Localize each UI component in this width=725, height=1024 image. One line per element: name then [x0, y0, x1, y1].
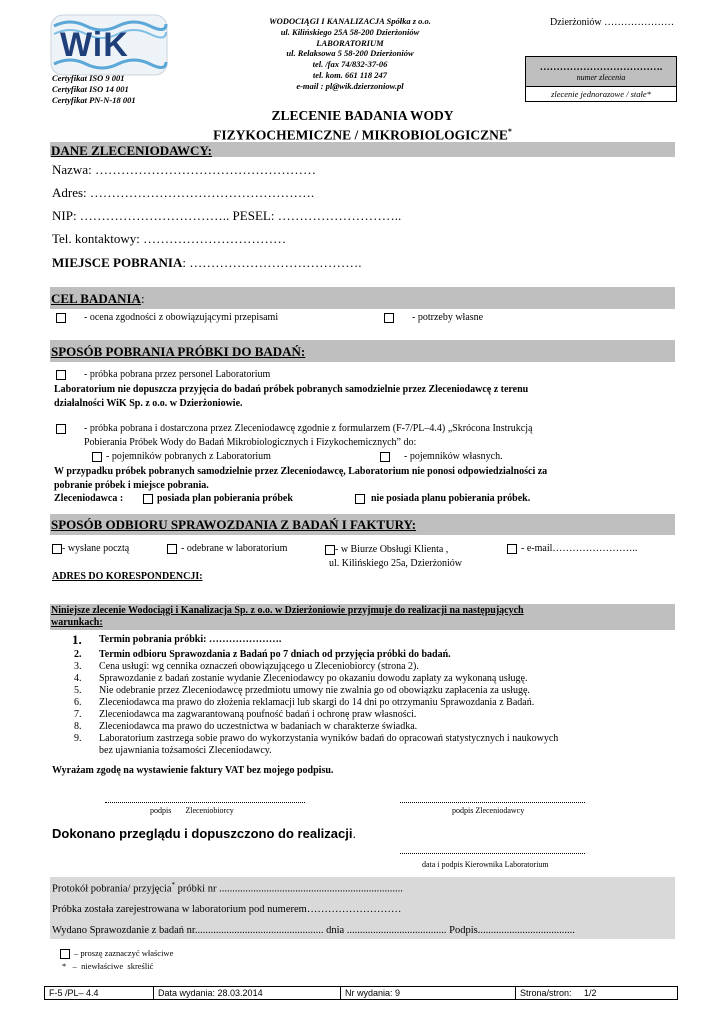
checkbox-delivery-office[interactable]: [325, 545, 335, 555]
checkbox-container-own[interactable]: [380, 452, 390, 462]
conditions-heading-2: warunkach:: [51, 617, 103, 628]
footer-edition: Nr wydania: 9: [341, 987, 516, 1000]
sampling-place-dots: : ………………………………….: [182, 255, 362, 270]
condition-item-2: [74, 649, 451, 660]
delivery-email-label: - e-mail……………………..: [521, 543, 638, 554]
sampling-section-heading: SPOSÓB POBRANIA PRÓBKI DO BADAŃ:: [51, 344, 306, 359]
delivery-section-heading: SPOSÓB ODBIORU SPRAWOZDANIA Z BADAŃ I FAKTURY:: [51, 517, 417, 532]
purpose-option-own-needs[interactable]: [384, 312, 483, 323]
note-checkbox: [60, 948, 173, 959]
certificate-iso9001: Certyfikat ISO 9 001: [52, 73, 125, 83]
orderer-signature-line[interactable]: [400, 802, 585, 803]
order-number-field[interactable]: [526, 57, 676, 87]
purpose-own-needs-label: - potrzeby własne: [412, 312, 484, 323]
condition-item-9: [74, 733, 559, 744]
purpose-section-bar: [50, 287, 675, 309]
sampling-notice-2a: W przypadku próbek pobranych samodzielnie przez Zleceniodawcę, Laboratorium nie ponosi odpowiedzialności za: [54, 466, 548, 477]
reviewed-statement: [52, 826, 356, 841]
sampling-notice-1a: Laboratorium nie dopuszcza przyjęcia do badań próbek pobranych samodzielnie przez Zleceniodawcę z terenu: [54, 384, 529, 395]
condition-number: 5.: [74, 685, 82, 696]
condition-number: 4.: [74, 673, 82, 684]
purpose-compliance-label: - ocena zgodności z obowiązującymi przepisami: [84, 312, 279, 323]
delivery-section-bar: [50, 514, 675, 535]
title-line2: [50, 124, 675, 144]
plan-yes-label: posiada plan pobierania próbek: [157, 493, 293, 504]
document-footer: [44, 986, 678, 1000]
condition-number: 9.: [74, 733, 82, 744]
client-section-bar: [50, 142, 675, 157]
checkbox-plan-no[interactable]: [355, 494, 365, 504]
sampling-notice-2: [54, 465, 679, 493]
city-date: Dzierżoniów …………………: [550, 17, 675, 28]
purpose-option-compliance[interactable]: [56, 312, 278, 323]
protocol-label: Protokół pobrania/ przyjęcia: [52, 883, 172, 895]
sampling-option-client[interactable]: [56, 422, 532, 450]
condition-item-3: [74, 661, 419, 672]
certificates: [52, 73, 136, 106]
lab-use-box: [50, 877, 675, 939]
delivery-option-lab[interactable]: [167, 543, 287, 554]
protocol-asterisk: *: [171, 881, 176, 889]
title-asterisk: *: [507, 127, 512, 136]
conditions-section-bar: [50, 604, 675, 630]
condition-text: Zleceniodawca ma zagwarantowaną poufność badań i ochronę praw własności.: [99, 709, 417, 720]
plan-option-yes[interactable]: [143, 493, 293, 504]
certificate-pn: Certyfikat PN-N-18 001: [52, 95, 136, 105]
sampling-client-label-a: - próbka pobrana i dostarczona przez Zleceniodawcę zgodnie z formularzem (F-7/PL–4.4) „Skrócona Instrukcją: [84, 423, 533, 434]
delivery-option-office[interactable]: [325, 543, 462, 571]
order-number-dots: ……………………………….: [539, 62, 663, 73]
checkbox-sampling-lab[interactable]: [56, 370, 66, 380]
checkbox-delivery-email[interactable]: [507, 544, 517, 554]
condition-text: Zleceniodawca ma prawo do uczestnictwa w badaniach w charakterze świadka.: [99, 721, 418, 732]
lab-name: LABORATORIUM: [316, 37, 384, 48]
checkbox-compliance[interactable]: [56, 313, 66, 323]
client-phone-field[interactable]: Tel. kontaktowy: ……………………………: [52, 231, 287, 246]
sampling-plan-client-label: Zleceniodawca :: [54, 493, 124, 504]
registration-field[interactable]: Próbka została zarejestrowana w laboratorium pod numerem………………………: [52, 904, 402, 915]
container-option-lab[interactable]: [92, 451, 271, 462]
company-info: [220, 16, 480, 92]
conditions-heading-1: Niniejsze zlecenie Wodociągi i Kanalizacja Sp. z o.o. w Dzierżoniowie przyjmuje do realizacji na następujących: [51, 605, 524, 616]
condition-item-4: [74, 673, 528, 684]
condition-number: 6.: [74, 697, 82, 708]
order-type: zlecenie jednorazowe / stałe*: [551, 89, 651, 99]
condition-text: Zleceniodawca ma prawo do złożenia reklamacji lub skargi do 14 dni po otrzymaniu Sprawozdania z Badań.: [99, 697, 535, 708]
order-number-label: numer zlecenia: [576, 73, 626, 82]
lab-email: e-mail : pl@wik.dzierzoniow.pl: [296, 80, 404, 91]
sampling-section-bar: [50, 340, 675, 362]
sampling-lab-label: - próbka pobrana przez personel Laboratorium: [84, 369, 271, 380]
client-address-field[interactable]: Adres: …………………………………………….: [52, 185, 315, 200]
reviewed-dot: .: [352, 826, 357, 841]
condition-item-8: [74, 721, 418, 732]
condition-item-1: [72, 632, 282, 648]
correspondence-address-label: ADRES DO KORESPONDENCJI:: [52, 571, 203, 582]
sampling-plan-row: [54, 493, 123, 504]
client-section-heading: DANE ZLECENIODAWCY:: [51, 143, 212, 158]
purpose-heading-colon: :: [140, 291, 145, 306]
condition-item-9-cont: bez ujawniania tożsamości Zleceniodawcy.: [99, 745, 272, 756]
order-number-box: [525, 56, 677, 102]
delivery-post-label: - wysłane pocztą: [62, 543, 130, 554]
sampling-notice-2b: pobranie próbek i miejsce pobrania.: [54, 480, 209, 491]
title-line2-text: FIZYKOCHEMICZNE / MIKROBIOLOGICZNE: [213, 127, 508, 143]
plan-option-no[interactable]: [355, 493, 530, 504]
delivery-lab-label: - odebrane w laboratorium: [181, 543, 288, 554]
purpose-section-heading: CEL BADANIA: [51, 291, 141, 306]
condition-text: Termin pobrania próbki: ………………….: [99, 634, 282, 645]
conditions-list: [72, 632, 672, 767]
sampling-place-field[interactable]: [52, 255, 362, 271]
manager-signature-label: data i podpis Kierownika Laboratorium: [422, 860, 549, 869]
condition-item-5: [74, 685, 530, 696]
footer-form-code: F-5 /PL– 4.4: [45, 987, 154, 1000]
condition-number: 7.: [74, 709, 82, 720]
sampling-client-label-b: Pobierania Próbek Wody do Badań Mikrobiologicznych i Fizykochemicznych” do:: [84, 437, 417, 448]
delivery-office-address: ul. Kilińskiego 25a, Dzierżoniów: [329, 558, 463, 569]
checkbox-delivery-lab[interactable]: [167, 544, 177, 554]
note-checkbox-text: – proszę zaznaczyć właściwe: [74, 948, 174, 958]
sampling-option-lab[interactable]: [56, 369, 270, 380]
delivery-option-email[interactable]: [507, 543, 637, 554]
condition-text: Termin odbioru Sprawozdania z Badań po 7 dniach od przyjęcia próbki do badań.: [99, 649, 451, 660]
delivery-option-post[interactable]: [52, 543, 129, 554]
client-signature-label: podpis Zleceniobiorcy: [150, 806, 234, 815]
company-address: ul. Kilińskiego 25A 58-200 Dzierżoniów: [280, 26, 420, 37]
manager-signature-line[interactable]: [400, 853, 585, 854]
client-signature-line[interactable]: [105, 802, 305, 803]
sampling-notice-1b: działalności WiK Sp. z o.o. w Dzierżoniowie.: [54, 398, 243, 409]
report-issued-field[interactable]: Wydano Sprawozdanie z badań nr................................................. dnia ...................................... Podpis.....................................: [52, 925, 575, 936]
client-nip-pesel-field[interactable]: NIP: …………………………….. PESEL: ………………………..: [52, 208, 402, 223]
company-name: WODOCIĄGI I KANALIZACJA Spółka z o.o.: [269, 16, 431, 26]
title-line1: ZLECENIE BADANIA WODY: [271, 108, 454, 123]
container-option-own[interactable]: [380, 451, 503, 462]
condition-number: 1.: [72, 632, 82, 647]
checkbox-own-needs[interactable]: [384, 313, 394, 323]
container-own-label: - pojemników własnych.: [404, 451, 503, 462]
reviewed-text: Dokonano przeglądu i dopuszczono do realizacji: [52, 826, 353, 841]
note-checkbox-icon: [60, 949, 70, 959]
client-name-field[interactable]: Nazwa: ……………………………………………: [52, 162, 316, 177]
vat-consent: Wyrażam zgodę na wystawienie faktury VAT bez mojego podpisu.: [52, 765, 334, 776]
lab-mobile: tel. kom. 661 118 247: [312, 69, 388, 80]
delivery-office-label: - w Biurze Obsługi Klienta ,: [335, 544, 449, 555]
sampling-place-label: MIEJSCE POBRANIA: [52, 255, 183, 270]
condition-number: 8.: [74, 721, 82, 732]
condition-item-6: [74, 697, 535, 708]
page-title: [50, 108, 675, 144]
footer-page: Strona/stron: 1/2: [516, 987, 678, 1000]
orderer-signature-label: podpis Zleceniodawcy: [452, 806, 525, 815]
plan-no-label: nie posiada planu pobierania próbek.: [371, 493, 531, 504]
condition-number: 2.: [74, 649, 82, 660]
protocol-number: próbki nr ......................................................................: [175, 883, 403, 895]
logo: [50, 14, 168, 76]
logo-text: WiK: [60, 26, 129, 64]
container-lab-label: - pojemników pobranych z Laboratorium: [106, 451, 271, 462]
checkbox-plan-yes[interactable]: [143, 494, 153, 504]
conditions-heading: [50, 604, 675, 629]
condition-text: Nie odebranie przez Zleceniodawcę przedmiotu umowy nie zwalnia go od obowiązku zapłacenia za usługę.: [99, 685, 530, 696]
sampling-notice-1: [54, 383, 528, 411]
condition-text: Sprawozdanie z badań zostanie wydanie Zleceniodawcy po okazaniu dowodu zapłaty za wykonaną usługę.: [99, 673, 528, 684]
checkbox-sampling-client[interactable]: [56, 424, 66, 434]
condition-item-7: [74, 709, 417, 720]
protocol-field[interactable]: [52, 881, 403, 895]
lab-address: ul. Relaksowa 5 58-200 Dzierżoniów: [286, 48, 414, 59]
lab-phone-fax: tel. /fax 74/832-37-06: [312, 59, 388, 70]
checkbox-delivery-post[interactable]: [52, 544, 62, 554]
condition-text: Cena usługi: wg cennika oznaczeń obowiązującego u Zleceniobiorcy (strona 2).: [99, 661, 419, 672]
condition-number: 3.: [74, 661, 82, 672]
certificate-iso14001: Certyfikat ISO 14 001: [52, 84, 129, 94]
condition-text: Laboratorium zastrzega sobie prawo do wykorzystania wyników badań do opracowań statystycznych i naukowych: [99, 733, 559, 744]
checkbox-container-lab[interactable]: [92, 452, 102, 462]
note-asterisk: * – niewłaściwe skreślić: [62, 961, 154, 971]
footer-issue-date: Data wydania: 28.03.2014: [154, 987, 341, 1000]
